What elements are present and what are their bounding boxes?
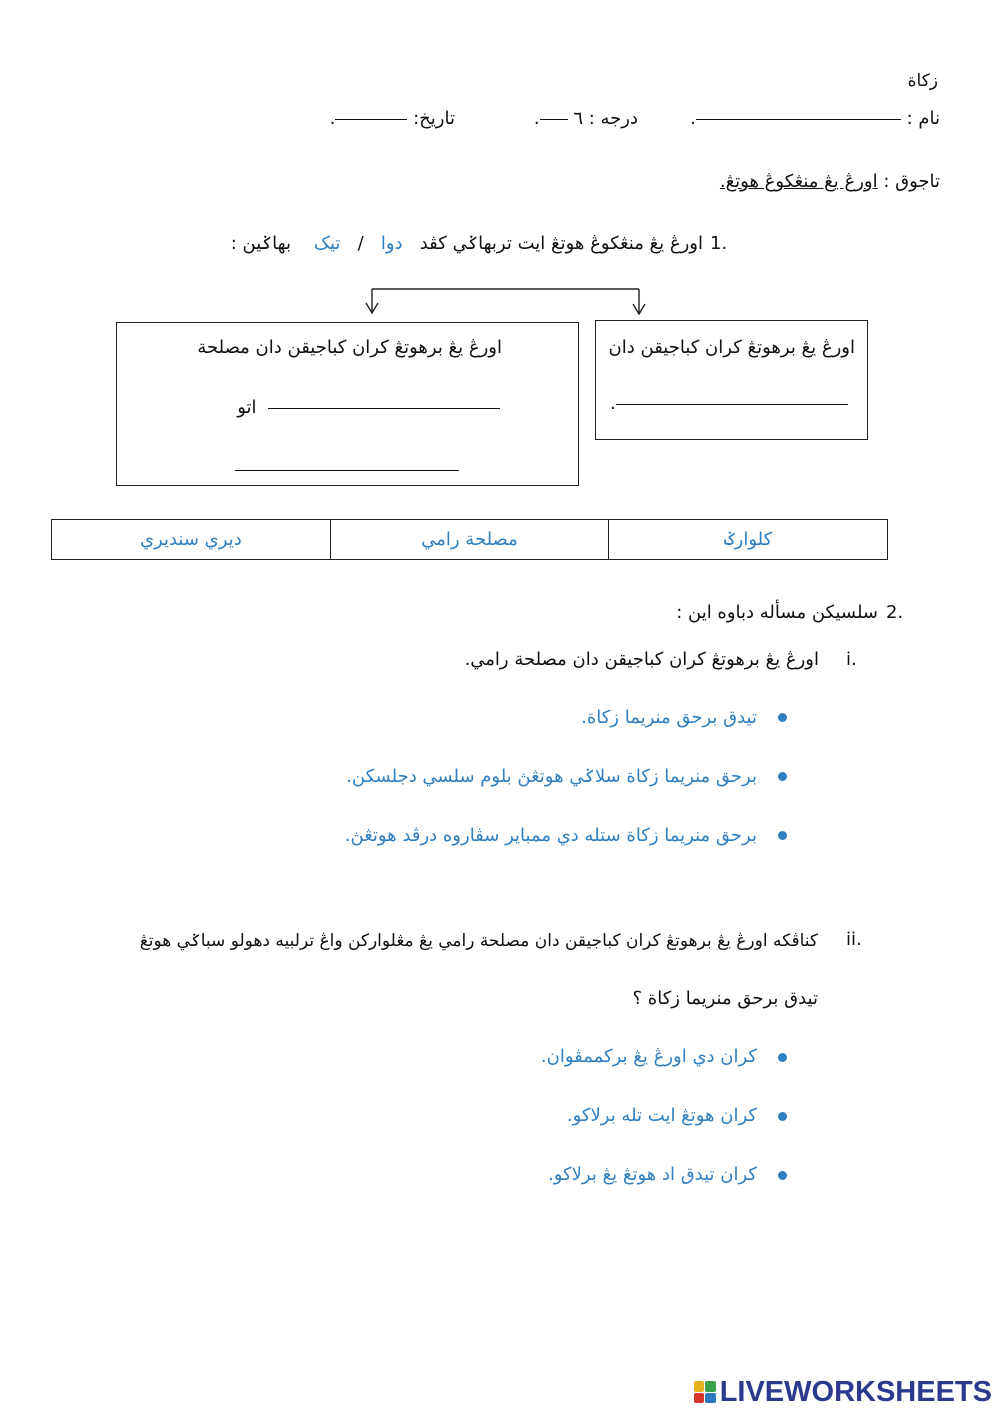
q2-part-i-text: اورڠ يڠ برهوتڠ کران کباجيقن دان مصلحة رامي. xyxy=(464,649,819,670)
q2-ii-answer-2: کران هوتڠ ايت تله برلاکو. xyxy=(566,1105,757,1126)
bullet-icon xyxy=(778,1053,787,1062)
bullet-icon xyxy=(778,772,787,781)
subject-title: زكاة xyxy=(907,71,938,91)
topic-title: اورڠ يڠ منڠکوڠ هوتڠ. xyxy=(719,171,878,192)
date-label: تاريخ: xyxy=(413,108,455,129)
bullet-icon xyxy=(778,1112,787,1121)
bullet-icon xyxy=(778,713,787,722)
q2-number: 2. xyxy=(886,602,904,623)
q2-i-answer-2: برحق منريما زكاة سلاݢي هوتڠڽ بلوم سلسي دجلسکن. xyxy=(346,766,757,787)
q2-part-ii-line1: کناڤکه اورڠ يڠ برهوتڠ کران کباجيقن دان مصلحة رامي يڠ مڠلوارکن واڠ ترلبيه دهولو سباݢي هوتڠ xyxy=(139,931,818,951)
choice-public-interest[interactable]: مصلحة رامي xyxy=(330,520,609,560)
box-category-public-interest xyxy=(116,322,579,486)
q2-part-ii-line2: تيدق برحق منريما زكاة ؟ xyxy=(632,988,818,1009)
q1-text: اورڠ يڠ منڠکوڠ هوتڠ ايت تربهاݢي کڤد xyxy=(419,233,703,254)
q2-ii-answer-3: کران تيدق اد هوتڠ يڠ برلاکو. xyxy=(548,1164,757,1185)
box-left-answer-row-1 xyxy=(237,397,500,418)
q2-i-answer-1: تيدق برحق منريما زكاة. xyxy=(581,707,757,728)
q1-option-three: تيک xyxy=(313,233,341,254)
box-left-connector: اتو xyxy=(237,397,257,418)
name-field-row: نام : . xyxy=(690,108,940,129)
liveworksheets-brand: LIVEWORKSHEETS xyxy=(719,1375,992,1408)
q1-suffix: بهاݢين : xyxy=(230,233,291,254)
box-left-text: اورڠ يڠ برهوتڠ کران کباجيقن دان مصلحة xyxy=(197,337,502,358)
q2-ii-answer-1: کران دي اورڠ يڠ برکممڤوان. xyxy=(540,1046,757,1067)
q2-i-answer-3: برحق منريما زكاة ستله دي ممباير سڤاروه درڤد هوتڠڽ. xyxy=(344,825,757,846)
grade-field-row: درجه : ٦ . xyxy=(533,108,638,129)
date-field-row: تاريخ: . xyxy=(329,108,455,129)
q2-part-ii-label: ii. xyxy=(846,929,862,950)
grade-label: درجه : ٦ xyxy=(573,108,638,129)
choice-family[interactable]: کلوارݢ xyxy=(609,520,888,560)
answer-choices-table xyxy=(51,519,888,560)
q2-part-i-label: i. xyxy=(846,649,857,670)
liveworksheets-logo xyxy=(694,1374,992,1410)
liveworksheets-logo-icon xyxy=(694,1381,716,1403)
topic-label: تاجوق : xyxy=(883,171,940,192)
bullet-icon xyxy=(778,1171,787,1180)
box-right-blank[interactable] xyxy=(616,403,848,405)
q1-number: 1. xyxy=(710,233,728,254)
q2-text: سلسيکن مسأله دباوه اين : xyxy=(676,602,878,623)
box-right-text: اورڠ يڠ برهوتڠ کران کباجيقن دان xyxy=(608,337,855,358)
box-left-answer-row-2 xyxy=(235,459,459,478)
name-label: نام : xyxy=(906,108,940,129)
choice-self[interactable]: ديري سنديري xyxy=(52,520,331,560)
box-category-personal xyxy=(595,320,868,440)
box-left-blank-1[interactable] xyxy=(268,407,500,409)
box-right-answer-row: . xyxy=(610,393,848,414)
q1-option-two: دوا xyxy=(380,233,403,254)
q1-slash: / xyxy=(357,233,364,254)
box-left-blank-2[interactable] xyxy=(235,469,459,471)
bullet-icon xyxy=(778,831,787,840)
